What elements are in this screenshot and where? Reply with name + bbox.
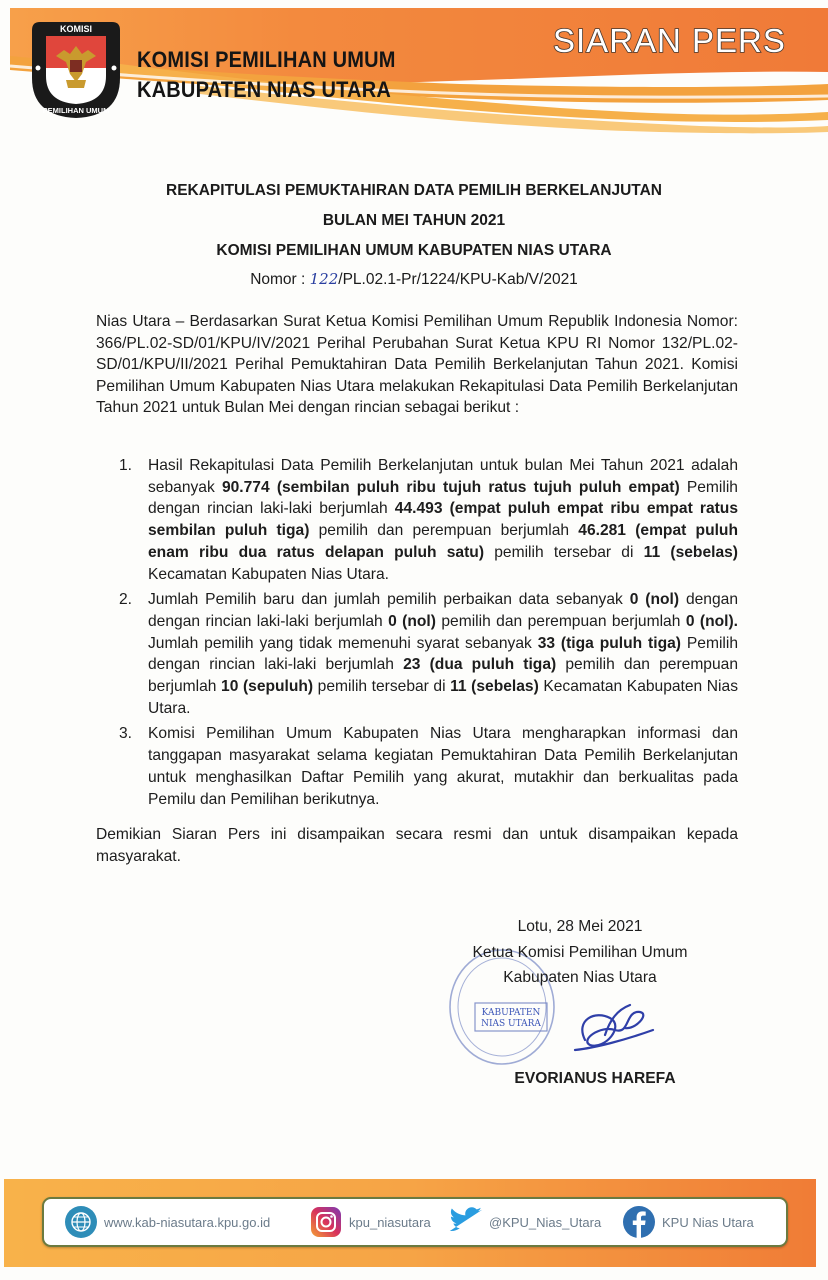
list-text-run: pemilih dan perempuan berjumlah [148,656,739,696]
emphasized-figure: 90.774 (sembilan puluh ribu tujuh ratus tujuh puluh empat) [221,478,680,496]
closing-paragraph: Demikian Siaran Pers ini disampaikan secara resmi dan untuk disampaikan kepada masyarakat. [96,826,738,865]
contact-website[interactable] [64,1199,270,1245]
document-number [0,270,828,289]
list-marker: 3. [119,725,133,743]
emphasized-figure: 23 (dua puluh tiga) [403,656,557,674]
signatory-role-line2: Kabupaten Nias Utara [503,969,657,986]
list-text-run: Jumlah pemilih yang tidak memenuhi syarat sebanyak [148,634,538,652]
emphasized-figure: 0 (nol) [388,612,436,630]
press-release-label: SIARAN PERS [553,22,786,59]
document-number-prefix: Nomor : [250,271,306,288]
header-band-graphic [0,0,828,140]
list-marker: 2. [119,591,133,609]
contact-footer [0,1175,828,1270]
contact-twitter[interactable] [449,1199,601,1245]
list-text-run: Kecamatan Kabupaten Nias Utara. [148,565,389,583]
handwritten-signature-icon [555,990,655,1060]
list-item-text [148,725,738,807]
contact-instagram[interactable] [309,1199,431,1245]
signatory-role-line1: Ketua Komisi Pemilihan Umum [472,944,688,961]
stamp-text-line2: NIAS UTARA [481,1019,541,1029]
globe-icon [64,1205,98,1239]
emphasized-figure: 11 (sebelas) [450,678,539,696]
list-text-run: Komisi Pemilihan Umum Kabupaten Nias Utara mengharapkan informasi dan tanggapan masyarakat selama kegiatan Pemuktahiran Data Pemilih Berkelanjutan untuk menghasilkan Daftar Pemilih yang akurat, mutakhir dan berkualitas pada Pemilu dan Pemilihan berikutnya. [148,725,738,808]
signatory-name: EVORIANUS HAREFA [514,1070,676,1087]
contact-facebook[interactable] [622,1199,754,1245]
list-text-run: pemilih tersebar di [313,678,451,696]
org-name-line1: KOMISI PEMILIHAN UMUM [137,48,396,73]
emphasized-figure: 0 (nol) [629,591,680,609]
document-number-handwritten: 122 [309,270,339,288]
emphasized-figure: 10 (sepuluh) [221,678,314,696]
list-text-run: Hasil Rekapitulasi Data Pemilih Berkelanjutan untuk bulan Mei Tahun 2021 adalah sebanyak [148,457,738,496]
list-item-text [148,457,738,583]
list-text-run: Pemilih dengan rincian laki-laki berjumlah [148,478,738,518]
list-marker: 1. [119,457,133,474]
intro-paragraph: Nias Utara – Berdasarkan Surat Ketua Komisi Pemilihan Umum Republik Indonesia Nomor: 366/PL.02-SD/01/KPU/IV/2021 Perihal Perubahan Surat Ketua KPU RI Nomor 132/PL.02-SD/01/KPU/II/2021 Perihal Pemuktahiran Data Pemilih Berkelanjutan Tahun 2021. Komisi Pemilihan Umum Kabupaten Nias Utara melakukan Rekapitulasi Data Pemilih Berkelanjutan Tahun 2021 untuk Bulan Mei dengan rincian sebagai berikut : [96,313,738,417]
letterhead [0,0,828,140]
list-text-run: pemilih dan perempuan berjumlah [309,522,579,540]
official-stamp-icon [445,945,560,1070]
emphasized-figure: 33 (tiga puluh tiga) [537,634,681,652]
list-text-run: Pemilih dengan rincian laki-laki berjumlah [148,634,739,674]
instagram-icon [309,1205,343,1239]
list-text-run: pemilih dan perempuan berjumlah [435,612,686,630]
contact-card [42,1197,788,1247]
contact-facebook-label: KPU Nias Utara [662,1214,754,1230]
list-text-run: dengan dengan rincian laki-laki berjumlah [148,591,739,630]
contact-website-label: www.kab-niasutara.kpu.go.id [104,1214,271,1230]
facebook-icon [622,1205,656,1239]
list-item [116,589,738,719]
list-text-run: pemilih tersebar di [484,543,644,561]
logo-arc-bottom: PEMILIHAN UMUM [42,106,110,115]
signature-place-date: Lotu, 28 Mei 2021 [517,918,643,935]
list-text-run: Kecamatan Kabupaten Nias Utara. [148,678,738,717]
emphasized-figure: 46.281 (empat puluh enam ribu dua ratus delapan puluh satu) [148,522,738,561]
document-subtitle-institution: KOMISI PEMILIHAN UMUM KABUPATEN NIAS UTARA [216,242,612,259]
emphasized-figure: 0 (nol). [685,612,738,630]
list-text-run: Jumlah Pemilih baru dan jumlah pemilih perbaikan data sebanyak [148,591,630,609]
list-item [116,723,738,810]
contact-instagram-label: kpu_niasutara [349,1214,431,1230]
document-title: REKAPITULASI PEMUKTAHIRAN DATA PEMILIH BERKELANJUTAN [166,182,662,199]
stamp-text-line1: KABUPATEN [481,1008,541,1018]
emphasized-figure: 11 (sebelas) [643,543,738,561]
list-item-text [148,591,738,717]
document-number-suffix: /PL.02.1-Pr/1224/KPU-Kab/V/2021 [338,271,578,288]
list-item [116,455,738,585]
document-subtitle-period: BULAN MEI TAHUN 2021 [322,212,506,229]
org-name-line2: KABUPATEN NIAS UTARA [137,78,391,103]
twitter-icon [449,1205,483,1239]
emphasized-figure: 44.493 (empat puluh empat ribu empat ratus sembilan puluh tiga) [148,500,739,540]
kpu-garuda-emblem-icon [30,16,122,120]
contact-twitter-label: @KPU_Nias_Utara [489,1214,602,1230]
logo-arc-top: KOMISI [59,24,93,34]
findings-list [116,455,738,814]
